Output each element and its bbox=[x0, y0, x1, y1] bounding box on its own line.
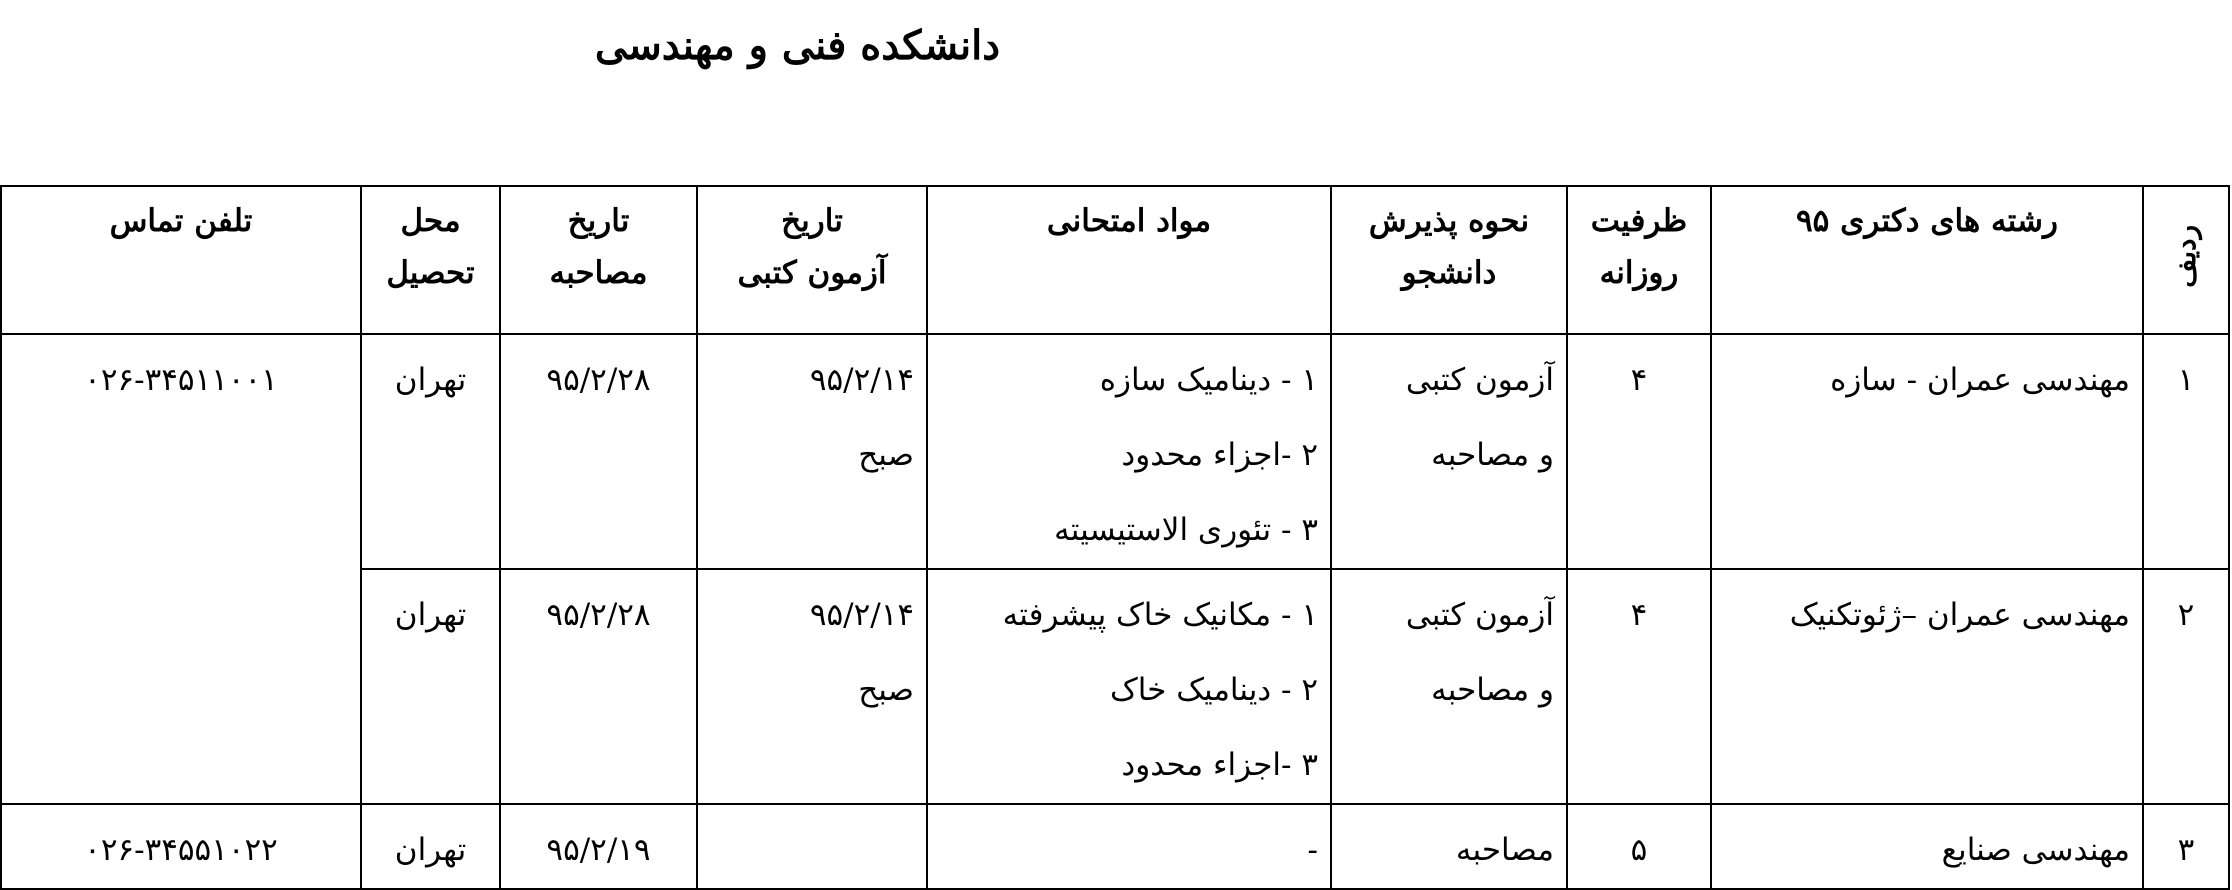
row-subjects: - bbox=[927, 804, 1331, 889]
header-admission: نحوه پذیرش دانشجو bbox=[1331, 186, 1567, 334]
row-location: تهران bbox=[361, 569, 500, 804]
header-radif: ردیف bbox=[2143, 186, 2229, 334]
row-capacity: ۴ bbox=[1567, 334, 1711, 569]
header-phone: تلفن تماس bbox=[1, 186, 361, 334]
row-field: مهندسی عمران - سازه bbox=[1711, 334, 2143, 569]
row-exam-date: ۹۵/۲/۱۴ صبح bbox=[697, 569, 927, 804]
row-admission: آزمون کتبی و مصاحبه bbox=[1331, 334, 1567, 569]
row-subjects: ۱ - دینامیک سازه ۲ -اجزاء محدود ۳ - تئوری الاستیسیته bbox=[927, 334, 1331, 569]
row-capacity: ۴ bbox=[1567, 569, 1711, 804]
row-phone: ۰۲۶-۳۴۵۵۱۰۲۲ bbox=[1, 804, 361, 889]
table-row bbox=[1, 804, 2229, 889]
row-interview-date: ۹۵/۲/۲۸ bbox=[500, 334, 697, 569]
header-location: محل تحصیل bbox=[361, 186, 500, 334]
row-field: مهندسی عمران –ژئوتکنیک bbox=[1711, 569, 2143, 804]
table-header-row bbox=[1, 186, 2229, 334]
row-subjects: ۱ - مکانیک خاک پیشرفته ۲ - دینامیک خاک ۳ -اجزاء محدود bbox=[927, 569, 1331, 804]
row-capacity: ۵ bbox=[1567, 804, 1711, 889]
row-admission: مصاحبه bbox=[1331, 804, 1567, 889]
programs-table bbox=[0, 185, 2230, 890]
header-capacity: ظرفیت روزانه bbox=[1567, 186, 1711, 334]
header-field: رشته های دکتری ۹۵ bbox=[1711, 186, 2143, 334]
header-exam-date: تاریخ آزمون کتبی bbox=[697, 186, 927, 334]
page-title: دانشکده فنی و مهندسی bbox=[594, 22, 1001, 69]
row-field: مهندسی صنایع bbox=[1711, 804, 2143, 889]
row-phone: ۰۲۶-۳۴۵۱۱۰۰۱ bbox=[1, 334, 361, 804]
row-location: تهران bbox=[361, 334, 500, 569]
row-interview-date: ۹۵/۲/۱۹ bbox=[500, 804, 697, 889]
row-admission: آزمون کتبی و مصاحبه bbox=[1331, 569, 1567, 804]
row-exam-date: ۹۵/۲/۱۴ صبح bbox=[697, 334, 927, 569]
row-radif: ۱ bbox=[2143, 334, 2229, 569]
row-exam-date bbox=[697, 804, 927, 889]
row-location: تهران bbox=[361, 804, 500, 889]
header-interview-date: تاریخ مصاحبه bbox=[500, 186, 697, 334]
header-subjects: مواد امتحانی bbox=[927, 186, 1331, 334]
table-row bbox=[1, 334, 2229, 569]
row-interview-date: ۹۵/۲/۲۸ bbox=[500, 569, 697, 804]
row-radif: ۲ bbox=[2143, 569, 2229, 804]
row-radif: ۳ bbox=[2143, 804, 2229, 889]
